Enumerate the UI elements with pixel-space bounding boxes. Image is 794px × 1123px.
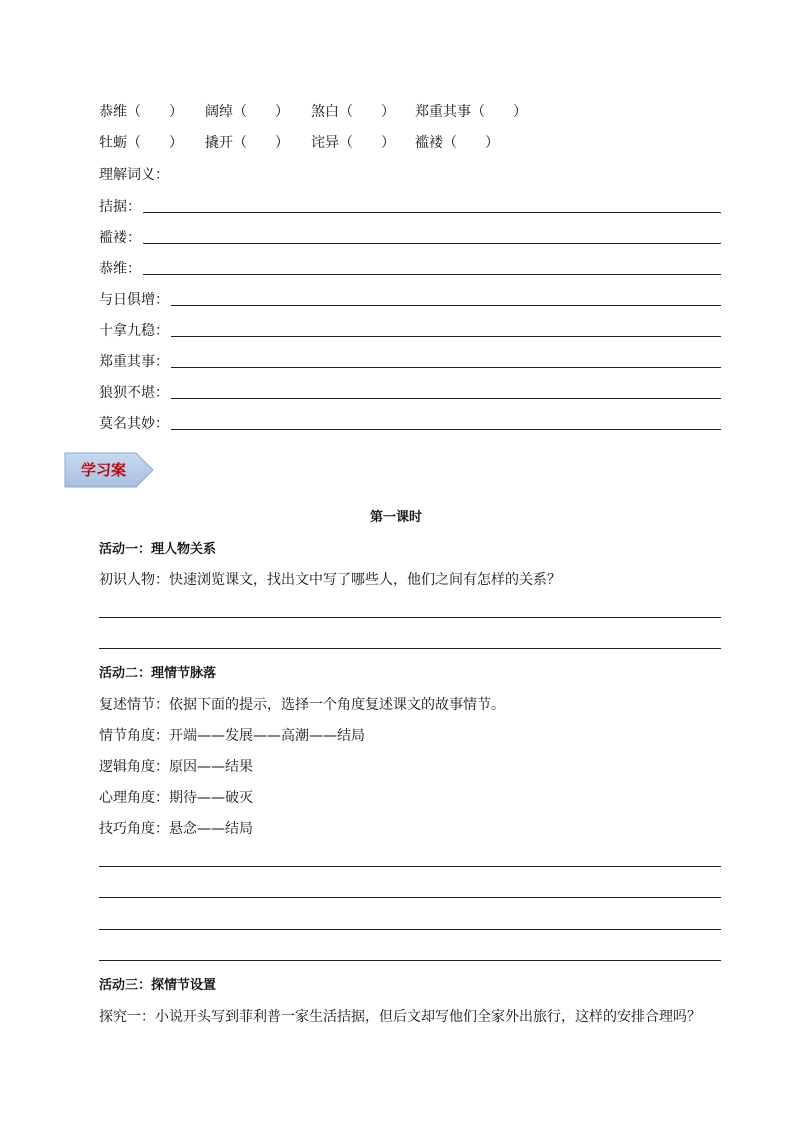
pinyin-item: 褴褛（ ）	[415, 135, 499, 151]
pinyin-item: 恭维（ ）	[99, 104, 183, 120]
definition-term: 拮据：	[99, 199, 141, 215]
angle-item: 技巧角度：悬念——结局	[99, 821, 253, 837]
answer-line[interactable]	[171, 429, 721, 430]
activity3-prompt: 探究一：小说开头写到菲利普一家生活拮据，但后文却写他们全家外出旅行，这样的安排合理吗？	[99, 1009, 701, 1025]
definition-row[interactable]	[99, 196, 141, 216]
definition-term: 褴褛：	[99, 230, 141, 246]
lesson-title: 第一课时	[370, 510, 423, 525]
answer-line[interactable]	[99, 866, 721, 867]
answer-line[interactable]	[171, 336, 721, 337]
definition-term: 十拿九稳：	[99, 323, 169, 339]
definition-term: 郑重其事：	[99, 354, 169, 370]
definition-row[interactable]	[99, 227, 141, 247]
activity1-prompt: 初识人物：快速浏览课文，找出文中写了哪些人，他们之间有怎样的关系？	[99, 572, 561, 588]
angle-item: 心理角度：期待——破灭	[99, 790, 253, 806]
section-banner	[64, 452, 154, 488]
answer-line[interactable]	[143, 274, 721, 275]
pinyin-item: 阔绰（ ）	[205, 104, 289, 120]
definition-term: 狼狈不堪：	[99, 385, 169, 401]
pinyin-item: 煞白（ ）	[311, 104, 395, 120]
answer-line[interactable]	[171, 398, 721, 399]
pinyin-item: 郑重其事（ ）	[415, 104, 527, 120]
answer-line[interactable]	[99, 929, 721, 930]
definition-term: 与日俱增：	[99, 292, 169, 308]
definition-row[interactable]	[99, 258, 141, 278]
definition-row[interactable]	[99, 320, 169, 340]
banner-label: 学习案	[81, 461, 127, 479]
activity2-heading: 活动二：理情节脉落	[99, 666, 217, 681]
angle-item: 逻辑角度：原因——结果	[99, 759, 253, 775]
pinyin-item: 牡蛎（ ）	[99, 135, 183, 151]
angle-item: 情节角度：开端——发展——高潮——结局	[99, 728, 365, 744]
answer-line[interactable]	[143, 212, 721, 213]
pinyin-item: 撬开（ ）	[205, 135, 289, 151]
answer-line[interactable]	[99, 897, 721, 898]
definition-row[interactable]	[99, 382, 169, 402]
definition-row[interactable]	[99, 289, 169, 309]
pinyin-row-1	[99, 102, 739, 122]
answer-line[interactable]	[99, 648, 721, 649]
answer-line[interactable]	[171, 305, 721, 306]
answer-line[interactable]	[143, 243, 721, 244]
pinyin-row-2	[99, 133, 739, 153]
answer-line[interactable]	[99, 960, 721, 961]
pinyin-item: 诧异（ ）	[311, 135, 395, 151]
definition-term: 莫名其妙：	[99, 416, 169, 432]
definition-row[interactable]	[99, 351, 169, 371]
activity3-heading: 活动三：探情节设置	[99, 978, 217, 993]
activity1-heading: 活动一：理人物关系	[99, 542, 217, 557]
answer-line[interactable]	[99, 617, 721, 618]
answer-line[interactable]	[171, 367, 721, 368]
vocab-heading: 理解词义：	[99, 167, 169, 183]
activity2-prompt: 复述情节：依据下面的提示，选择一个角度复述课文的故事情节。	[99, 697, 505, 713]
definition-row[interactable]	[99, 413, 169, 433]
definition-term: 恭维：	[99, 261, 141, 277]
